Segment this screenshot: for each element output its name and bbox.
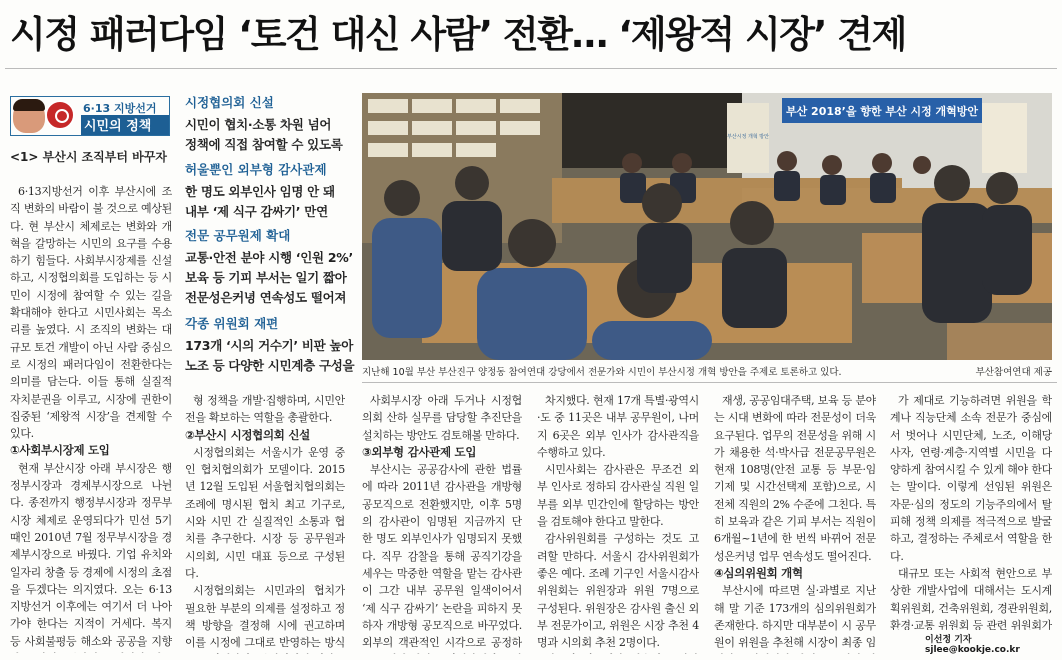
paragraph: 차지했다. 현재 17개 특별·광역시·도 중 11곳은 내부 공무원이, 나머지 6곳은 외부 인사가 감사관직을 수행하고 있다. — [537, 394, 699, 459]
sidehead-line: 노조 등 다양한 시민계층 구성을 — [185, 358, 355, 373]
article-column-4 — [537, 392, 699, 654]
sidehead-line: 전문성은커녕 연속성도 떨어져 — [185, 290, 347, 305]
article-column-3 — [362, 392, 522, 654]
paragraph: 사회부시장 아래 두거나 시정협의회 산하 실무를 담당할 추진단을 설치하는 방안도 검토해볼 만하다. — [362, 394, 522, 442]
sign-left-text: 부산시정 개혁 방안 — [727, 134, 769, 140]
sidehead-title: 시정협의회 신설 — [185, 95, 274, 110]
paragraph: 현재 부산시장 아래 부시장은 행정부시장과 경제부시장으로 나뉜다. 종전까지 행정부시장과 정무부시장 체제로 운영되다가 민선 5기 때인 2010년 7월 정무부시장을 경제부시장으로 바꿨다. 기업 유치와 일자리 창출 등 경제에 시정의 초점을 두겠다는 의지였다. 오는 6·13지방선거 이후에는 여기서 더 나아가야 한다는 지적이 거세다. 복지 등 사회불평등 해소와 공공을 지향 — [10, 461, 172, 648]
subheading: ②부산시 시정협의회 신설 — [185, 427, 310, 442]
article-column-1 — [10, 183, 172, 653]
sidehead-title: 허울뿐인 외부형 감사관제 — [185, 162, 327, 177]
sidehead-line: 교통·안전 분야 시행 ‘인원 2%’ — [185, 250, 353, 265]
series-badge — [10, 96, 170, 136]
headline-rule — [5, 68, 1057, 69]
sidehead-4 — [185, 314, 354, 376]
sidehead-line: 한 명도 외부인사 임명 안 돼 — [185, 184, 335, 199]
paragraph: 6·13지방선거 이후 부산시에 조직 변화의 바람이 불 것으로 예상된다. 현 부산시 체제로는 변화와 개혁을 갈망하는 시민의 요구를 수용하기 힘들다. 사회부시장제를 신설하고, 시정협의회를 도입하는 등 시민이 시정에 참여할 수 있는 길을 확대해야 한다고 시민사회는 목소리를 높였다. 시 조직의 변화는 대규모 토건 개발이 아닌 사람 중심으로 시정의 패러다임이 전환한다는 의미를 담는다. 이들 통해 실질적 자치분권을 이루고, 시장에 권한이 집중된 ‘제왕적 시장’을 견제할 수 있다. — [10, 185, 172, 441]
sidehead-title: 전문 공무원제 확대 — [185, 228, 291, 243]
meeting-photo-illustration — [362, 93, 1052, 360]
sidehead-3 — [185, 226, 353, 308]
ballot-stamp-icon — [45, 100, 75, 130]
sidehead-line: 내부 ‘제 식구 감싸기’ 만연 — [185, 204, 328, 219]
paragraph: 감사위원회를 구성하는 것도 고려할 만하다. 서울시 감사위원회가 좋은 예다. 조례 기구인 서울시감사위원회는 위원장과 위원 7명으로 구성된다. 위원장은 감사원 출신 외부 전문가이고, 위원은 시장 추천 4명과 시의회 추천 2명이다. — [537, 532, 699, 650]
photo-caption: 지난해 10월 부산 부산진구 양정동 참여연대 강당에서 전문가와 시민이 부산시정 개혁 방안을 주제로 토론하고 있다. — [362, 367, 842, 378]
sidehead-1 — [185, 93, 343, 155]
badge-top: 6·13 지방선거 — [83, 102, 157, 115]
paragraph: 시정협의회는 시민과의 협치가 필요한 부분의 의제를 설정하고 정책 방향을 결정해 시에 권고하며 이를 시정에 그대로 반영하는 방식 — [185, 584, 345, 650]
paragraph: 형 정책을 개발·집행하며, 시민안전을 확보하는 역할을 총괄한다. — [185, 394, 345, 425]
sidehead-2 — [185, 160, 335, 222]
photo-credit: 부산참여연대 제공 — [975, 367, 1052, 378]
sidehead-title: 각종 위원회 재편 — [185, 316, 279, 331]
byline: 이선정 기자 sjlee@kookje.co.kr — [925, 635, 1020, 655]
meeting-photo — [362, 93, 1052, 360]
series-title: <1> 부산시 조직부터 바꾸자 — [10, 150, 167, 164]
sidehead-line: 173개 ‘시의 거수기’ 비판 높아 — [185, 338, 354, 353]
sidehead-line: 보육 등 기피 부서는 일기 짧아 — [185, 270, 347, 285]
paragraph: 부산시에 따르면 실·과별로 지난해 말 기준 173개의 심의위원회가 존재한다. 하지만 대부분이 시 공무원이 위원을 추천해 시장이 최종 임 — [714, 584, 876, 650]
badge-bottom: 시민의 정책 — [81, 115, 169, 136]
paragraph: 부산시는 공공감사에 관한 법률에 따라 2011년 감사관을 개방형 공모직으로 전환했지만, 이후 5명의 감사관이 임명된 지금까지 단 한 명도 외부인사가 임명되지 못했다. 직무 감찰을 통해 공직기강을 세우는 막중한 역할을 맡는 감사관이 그간 내부 공무원 일색이어서 ‘제 식구 감싸기’ 논란을 피하지 못하자 개방형 공모직으로 바꾸었다. 외부의 객관적인 시각으로 공정하 — [362, 463, 522, 650]
subheading: ④심의위원회 개혁 — [714, 565, 803, 580]
article-column-2 — [185, 392, 345, 654]
sidehead-line: 정책에 직접 참여할 수 있도록 — [185, 137, 343, 152]
banner-text: 부산 2018’을 향한 부산 시정 개혁방안 — [785, 105, 979, 118]
headline: 시정 패러다임 ‘토건 대신 사람’ 전환… ‘제왕적 시장’ 견제 — [10, 13, 906, 56]
sidehead-line: 시민이 협치·소통 차원 넘어 — [185, 117, 332, 132]
caption-rule — [362, 382, 1057, 383]
subheading: ①사회부시장제 도입 — [10, 443, 110, 458]
paragraph — [537, 651, 699, 654]
paragraph: 가 제대로 기능하려면 위원을 학계나 직능단체 소속 전문가 중심에서 벗어나 시민단체, 노조, 이해당사자, 연령·계층·지역별 시민을 다양하게 참여시킬 수 있게 해야 한다는 말이다. 이렇게 선임된 위원은 자문·심의 정도의 기능주의에서 탈피해 정책 의제를 적극적으로 발굴하고, 결정하는 주체로서 역할을 한다. — [890, 394, 1052, 563]
paragraph: 시정협의회는 서울시가 운영 중인 협치협의회가 모델이다. 2015년 12월 도입된 서울협치협의회는 조례에 명시된 협치 최고 기구로, 시와 시민 간 실질적인 소통과 협치를 추구한다. 시장 등 공무원과 시의회, 시민 대표 등으로 구성된다. — [185, 445, 345, 580]
paragraph: 대규모 또는 사회적 현안으로 부상한 개발사업에 대해서는 도시계획위원회, 건축위원회, 경관위원회, 환경·교통 위원회 등 관련 위원회가 — [890, 566, 1052, 630]
paragraph: 시민사회는 감사관은 무조건 외부 인사로 정하되 감사관실 직원 일부를 외부 민간인에 할당하는 방안을 검토해야 한다고 말한다. — [537, 463, 699, 529]
article-column-6 — [890, 392, 1052, 630]
reporter-hair-icon — [13, 99, 45, 111]
article-column-5 — [714, 392, 876, 654]
subheading: ③외부형 감사관제 도입 — [362, 444, 477, 459]
photo-caption-row — [362, 364, 1052, 378]
paragraph: 재생, 공공임대주택, 보육 등 분야는 시대 변화에 따라 전문성이 더욱 요구된다. 업무의 전문성을 위해 시가 채용한 석·박사급 전문공무원은 현재 108명(안전 교통 등 부문·임기제 및 시간선택제 포함)으로, 시 전체 직원의 2% 수준에 그친다. 특히 보육과 같은 기피 부서는 직원이 6개월~1년에 한 번씩 바뀌어 전문성은커녕 업무 연속성도 떨어진다. — [714, 394, 876, 563]
